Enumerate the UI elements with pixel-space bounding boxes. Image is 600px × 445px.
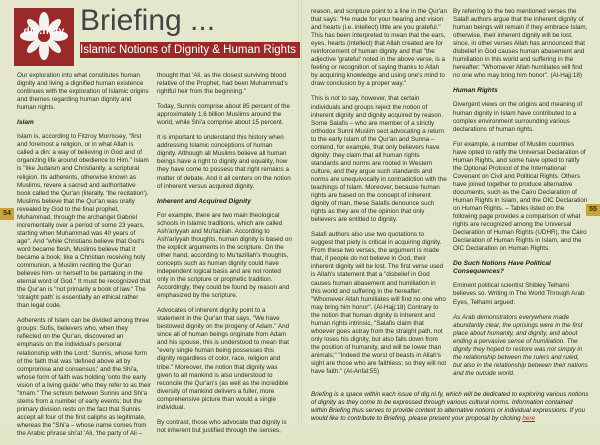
- page-subtitle: Islamic Notions of Dignity & Human Rights: [80, 42, 300, 58]
- column-2: [157, 72, 292, 442]
- paragraph: Today, Sunnis comprise about 85 percent of the approximately 1.6 billion Muslims around the world, while Shi'a comprise about 15 percent.: [157, 103, 290, 127]
- paragraph: Advocates of inherent dignity point to a statement in the Qur'an that says, "We have bestowed dignity on the progeny of Adam." And since all of human beings originate from Adam and his spouse, this is understood to mean that "every single human being possesses this dignity regardless of color, race, religion and tribe." Moreover, the notion that dignity was given to all mankind is also understood to reconcile the Qur'an's (as well as the incredible diversity of mankind delivers a fuller, more comprehensive picture than would a single individual.: [157, 307, 290, 411]
- column-4: [453, 8, 589, 385]
- paragraph: It is important to understand this history when addressing Islamic conceptions of human dignity. Although all Muslims believe all human beings have a right to dignity and equality, how they have come to possess that right remains a matter of debate. And it all centers on the notion of inherent versus acquired dignity.: [157, 134, 291, 190]
- paragraph: Islam is, according to Fitzroy Morrissey, "first and foremost a religion, or in what Allah is called a din: a way of believing in God and of organizing life around obedience to Him." Islam is "like Judaism and Christianity, a scriptural religion. Its adherents, otherwise known as Muslims, revere a sacred and authoritative book called the Qur'an (literally, 'the recitation'). Muslims believe that the Qur'an was orally revealed by God to the final prophet, Muhammad, through the archangel Gabriel incrementally over a period of some 23 years, starting when Muhammad was 40 years of age". And "while Christians believe that God's word became flesh, Muslims believe that it became a book; like a Christian receiving holy communion, a Muslim reciting the Qur'an believes him- or herself to be partaking in the eternal word of God." It must be recognized that the Qur'an is "not primarily a book of law." The 'straight path' is essentially an ethical rather than legal code.: [17, 133, 151, 310]
- footer-link[interactable]: here: [522, 415, 536, 422]
- intro-paragraph: Our exploration into what constitutes human dignity and living a dignified human existence continues with the exploration of Islamic origins and themes regarding human dignity and human rights.: [17, 72, 149, 112]
- column-1: [17, 72, 151, 445]
- paragraph: For example, a number of Muslim countries have opted to ratify the Universal Declaration of Human Rights, and some have opted to ratify the Optional Protocol of the International Covenant on Civil and Political Rights. Others have joined together to produce alternative documents, such as the Cairo Declaration of Human Rights in Islam, and the OIC Declaration on Human Rights. – Tables listed on the following page provides a comparison of what rights are recognized among the Universal Declaration of Human Rights (UDHR), the Cairo Declaration of Human Rights in Islam, and the OIC Declaration on Human Rights.: [453, 140, 588, 253]
- section-heading-human-rights: Human Rights: [453, 87, 498, 95]
- page-number-left: 54: [0, 208, 14, 220]
- page-gutter: [298, 0, 302, 424]
- paragraph: By referring to the two mentioned verses the Salafi authors argue that the inherent dignity of human beings will remain if they embrace Islam, otherwise, their inherent dignity will be lost, since, in other verses Allah has announced that disbelief in God causes human abasement and humiliation in this world and suffering in the hereafter: "Whomever Allah humiliates will find no one who may bring him honor". (Al-Hajj:18): [453, 8, 588, 80]
- paragraph: reason, and scripture point to a line in the Qur'an that says: "He made for your hearing and vision and hearts (i.e. intellect) little are you grateful." This has been interpreted to mean that the ears, eyes, hearts (intellect) that Allah created are for reinforcement of human dignity and that "the adjective 'grateful' noted in the above verse, is a feeling or recognition of saying thanks to Allah by acquiring knowledge and using one's mind to draw conclusion by a proper way.": [311, 8, 447, 88]
- footer-text: Briefing is a space within each issue of dig.ni.fy, which will be dedicated to exploring various notions of dignity as they come to be expressed through various cultural norms. Information contained within Briefing thus serves to provide context to alternative notions or individual expressions. If you would like to contribute to Briefing, please present your proposal by clicking: [311, 391, 589, 422]
- paragraph: For example, there are two main theological schools in Islamic traditions, which are called Ash'ariyyah and Mu'tazilah. According to Ash'ariyyah thoughts, human dignity is based on the explicit arguments in the scripture. On the other hand, according to Mu'tazillah's thoughts, concepts such as human dignity could have independent logical basis and are not rooted only in the scripture or prophetic tradition. Accordingly, they could be found by reason and emphasized by the scripture.: [157, 211, 292, 300]
- dignify-logo: [14, 8, 74, 66]
- paragraph: By contrast, those who advocate that dignity is not inherent but justified through the senses,: [157, 418, 287, 434]
- section-heading-consequences: Do Such Notions Have Political Consequences?: [453, 260, 551, 276]
- briefing-footer: [311, 391, 589, 423]
- paragraph: Adherents of Islam can be divided among three groups: Sufis, believers who, when they reflected on the Qur'an, discovered an emphasis on the individual's personal relationship with the Lord;' Sunnis, whose form of the faith that was 'defined above all by compromise and consensus;' and the Shi'a, whose form of faith was holding 'onto the early vision of a living guide' who they refer to as their "Imam." The schism between Sunnis and Shi'a stems from a number of early events; but the primary division rests on the fact that Sunnis accept all four of the first caliphs as legitimate, whereas the "Shi'a – whose name comes from the Arabic phrase shi'at 'Ali, 'the party of Ali –: [17, 317, 151, 437]
- section-heading-dignity: Inherent and Acquired Dignity: [157, 197, 251, 205]
- paragraph: Salafi authors also use two quotations to suggest that piety is critical in acquiring dignity. From these two verses, the argument is made that, if people do not believe in God, their inherent dignity will be lost. The first verse used is Allah's statement that a "disbelief in God causes human abasement and humiliation in this world and suffering in the hereafter: "Whomever Allah humiliates will find no one who may bring him honor". (Al-Hajj:18) Contrary to the notion that human dignity is inherent and human rights intrinsic, "Salafis claim that whoever goes astray from the straight path, not only loses his dignity, but also falls down from the position of humanity, and will be lower than animals;" "Indeed the worst of beasts in Allah's sight are those who are faithless; so they will not have faith." (Al-Anfal:55): [311, 231, 447, 376]
- logo-text: dig.ni.fy: [23, 26, 65, 37]
- block-quote: As Arab demonstrators everywhere made abundantly clear, the uprisings were in the first place about humanity, and dignity, and about ending a pervasive sense of humiliation. The dignity they hoped to restore was not simply in the relationship between the rulers and ruled, but also in the relationship between their nations and the outside world.: [453, 313, 588, 377]
- page-title: Briefing ...: [80, 4, 216, 37]
- paragraph: Eminent political scientist Shibley Telhami believes so. Writing in The World Through Arab Eyes, Telhami argued:: [453, 282, 585, 306]
- section-heading-islam: Islam: [17, 119, 34, 127]
- paragraph: thought that 'Ali, as the closest surviving blood relative of the Prophet, had been Muhammad's rightful heir from the beginning.": [157, 72, 288, 96]
- paragraph: This is not to say, however, that certain individuals and groups reject the notion of inherent dignity and dignity acquired by reason. Some Salafis – who are member of a strictly orthodox Sunni Muslim sect advocating a return to the early Islam of the Qur'an and Sunna – contend, for example, that only believers have dignity: they claim that all human rights standards and norms are rooted in Western culture, and they argue such standards and norms are unequivocally in contradiction with the teachings of Islam. Moreover, because human rights are based on the concept of inherent dignity of man, these Salafis denounce such rights as they are of the opinion that only believers are entitled to dignity.: [311, 95, 447, 224]
- paragraph: Divergent views on the origins and meaning of human dignity in Islam have contributed to a complex environment surrounding various declarations of human rights.: [453, 101, 583, 133]
- column-3: [311, 8, 447, 383]
- page-number-right: 55: [586, 204, 600, 216]
